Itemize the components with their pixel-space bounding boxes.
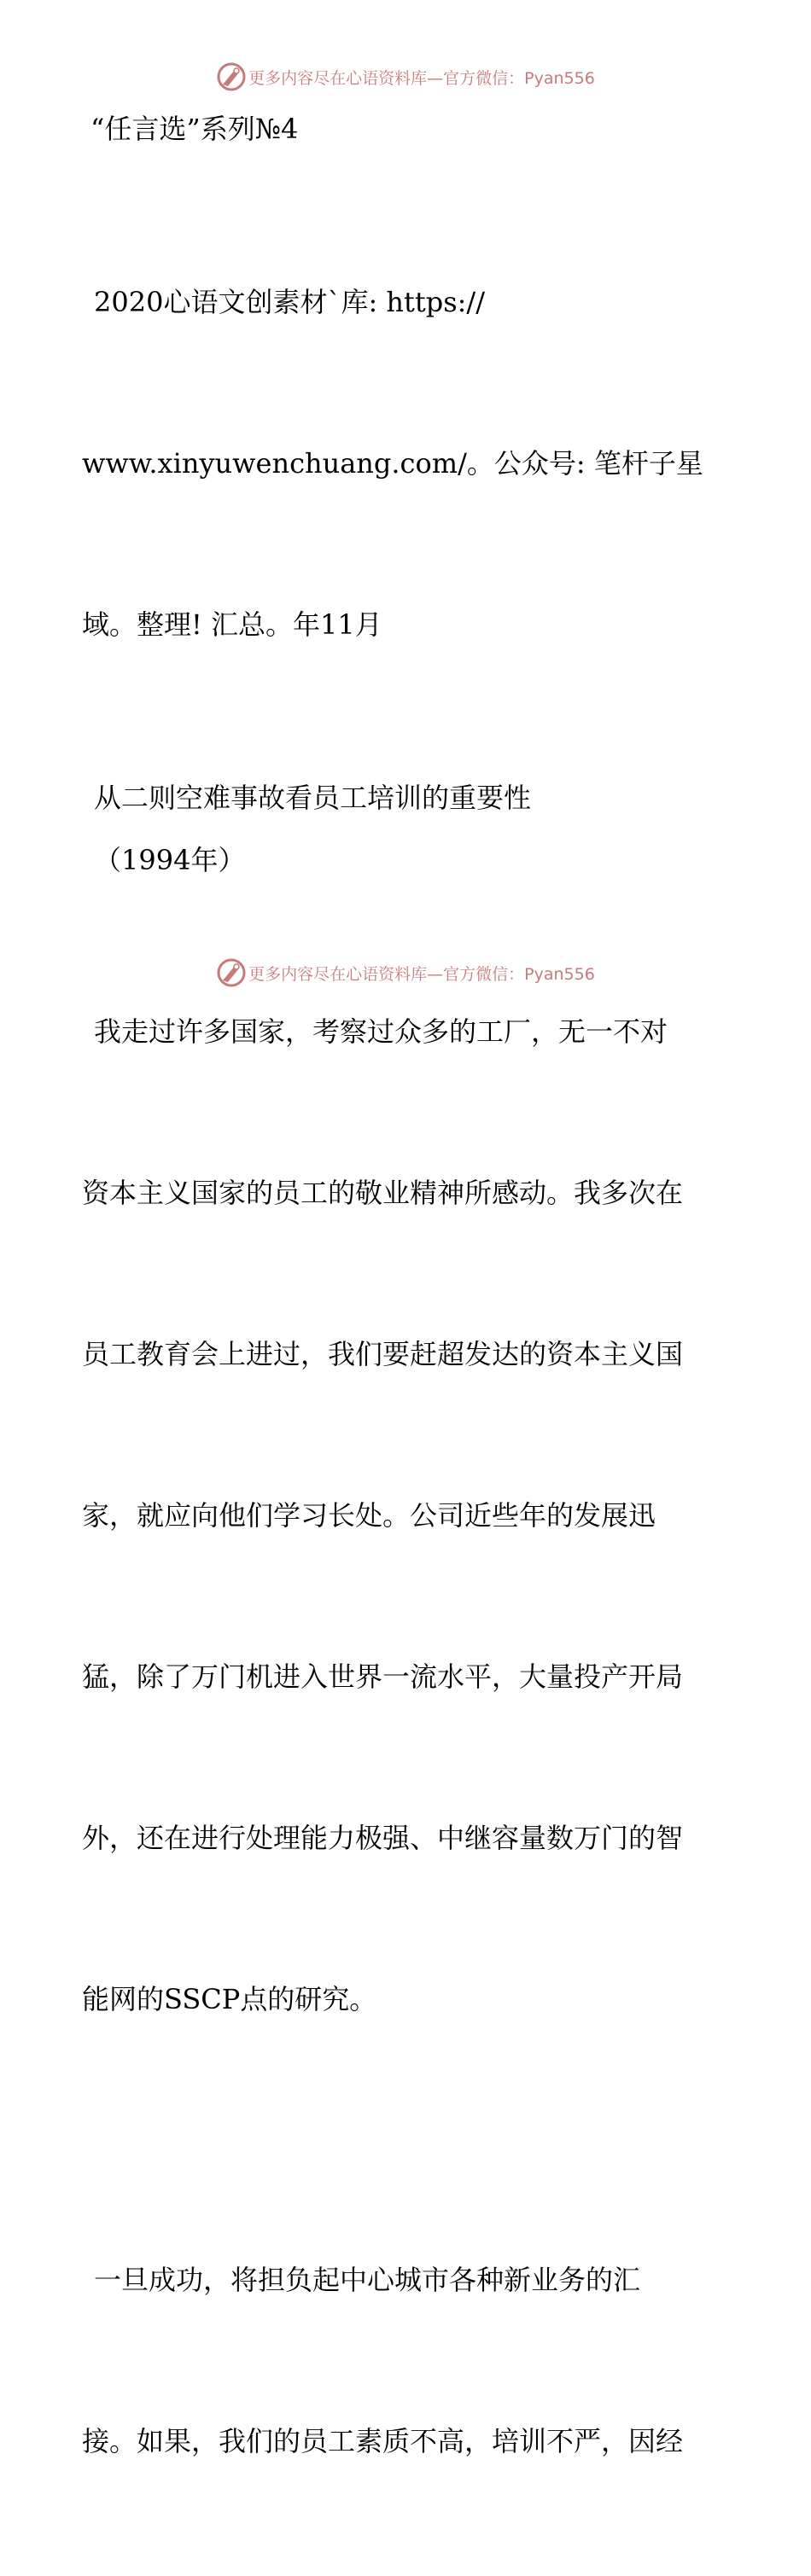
source-line: 域。整理! 汇总。年11月: [82, 608, 382, 641]
paragraph-line: 外，还在进行处理能力极强、中继容量数万门的智: [82, 1822, 684, 1854]
footer-watermark: [0, 956, 811, 990]
pen-logo-icon: [216, 957, 247, 988]
document-body: [82, 102, 731, 2576]
source-line: 2020心语文创素材`库: https://: [94, 286, 485, 318]
paragraph-line: 员工教育会上进过，我们要赶超发达的资本主义国: [82, 1338, 684, 1370]
header-watermark: [0, 60, 811, 94]
paragraph-line: 家，就应向他们学习长处。公司近些年的发展迅: [82, 1499, 656, 1532]
watermark-text: 更多内容尽在心语资料库—官方微信：Pyan556: [248, 68, 595, 88]
source-note: [82, 168, 731, 759]
article-year: （1994年）: [94, 844, 246, 876]
series-title: “任言选”系列№4: [90, 113, 299, 145]
source-line: www.xinyuwenchuang.com/。公众号: 笔杆子星: [82, 447, 703, 480]
paragraph-line: 能网的SSCP点的研究。: [82, 1983, 377, 2015]
article-title: 从二则空难事故看员工培训的重要性: [94, 782, 532, 814]
body-paragraph: [82, 2146, 731, 2576]
body-paragraph: [82, 898, 731, 2134]
paragraph-line: 一旦成功，将担负起中心城市各种新业务的汇: [94, 2264, 641, 2296]
watermark-text: 更多内容尽在心语资料库—官方微信：Pyan556: [248, 964, 595, 984]
paragraph-line: 猛，除了万门机进入世界一流水平，大量投产开局: [82, 1660, 684, 1693]
paragraph-line: 我走过许多国家，考察过众多的工厂，无一不对: [94, 1015, 668, 1048]
paragraph-line: 接。如果，我们的员工素质不高，培训不严，因经: [82, 2425, 684, 2457]
pen-logo-icon: [216, 61, 247, 92]
paragraph-line: 资本主义国家的员工的敬业精神所感动。我多次在: [82, 1177, 684, 1209]
